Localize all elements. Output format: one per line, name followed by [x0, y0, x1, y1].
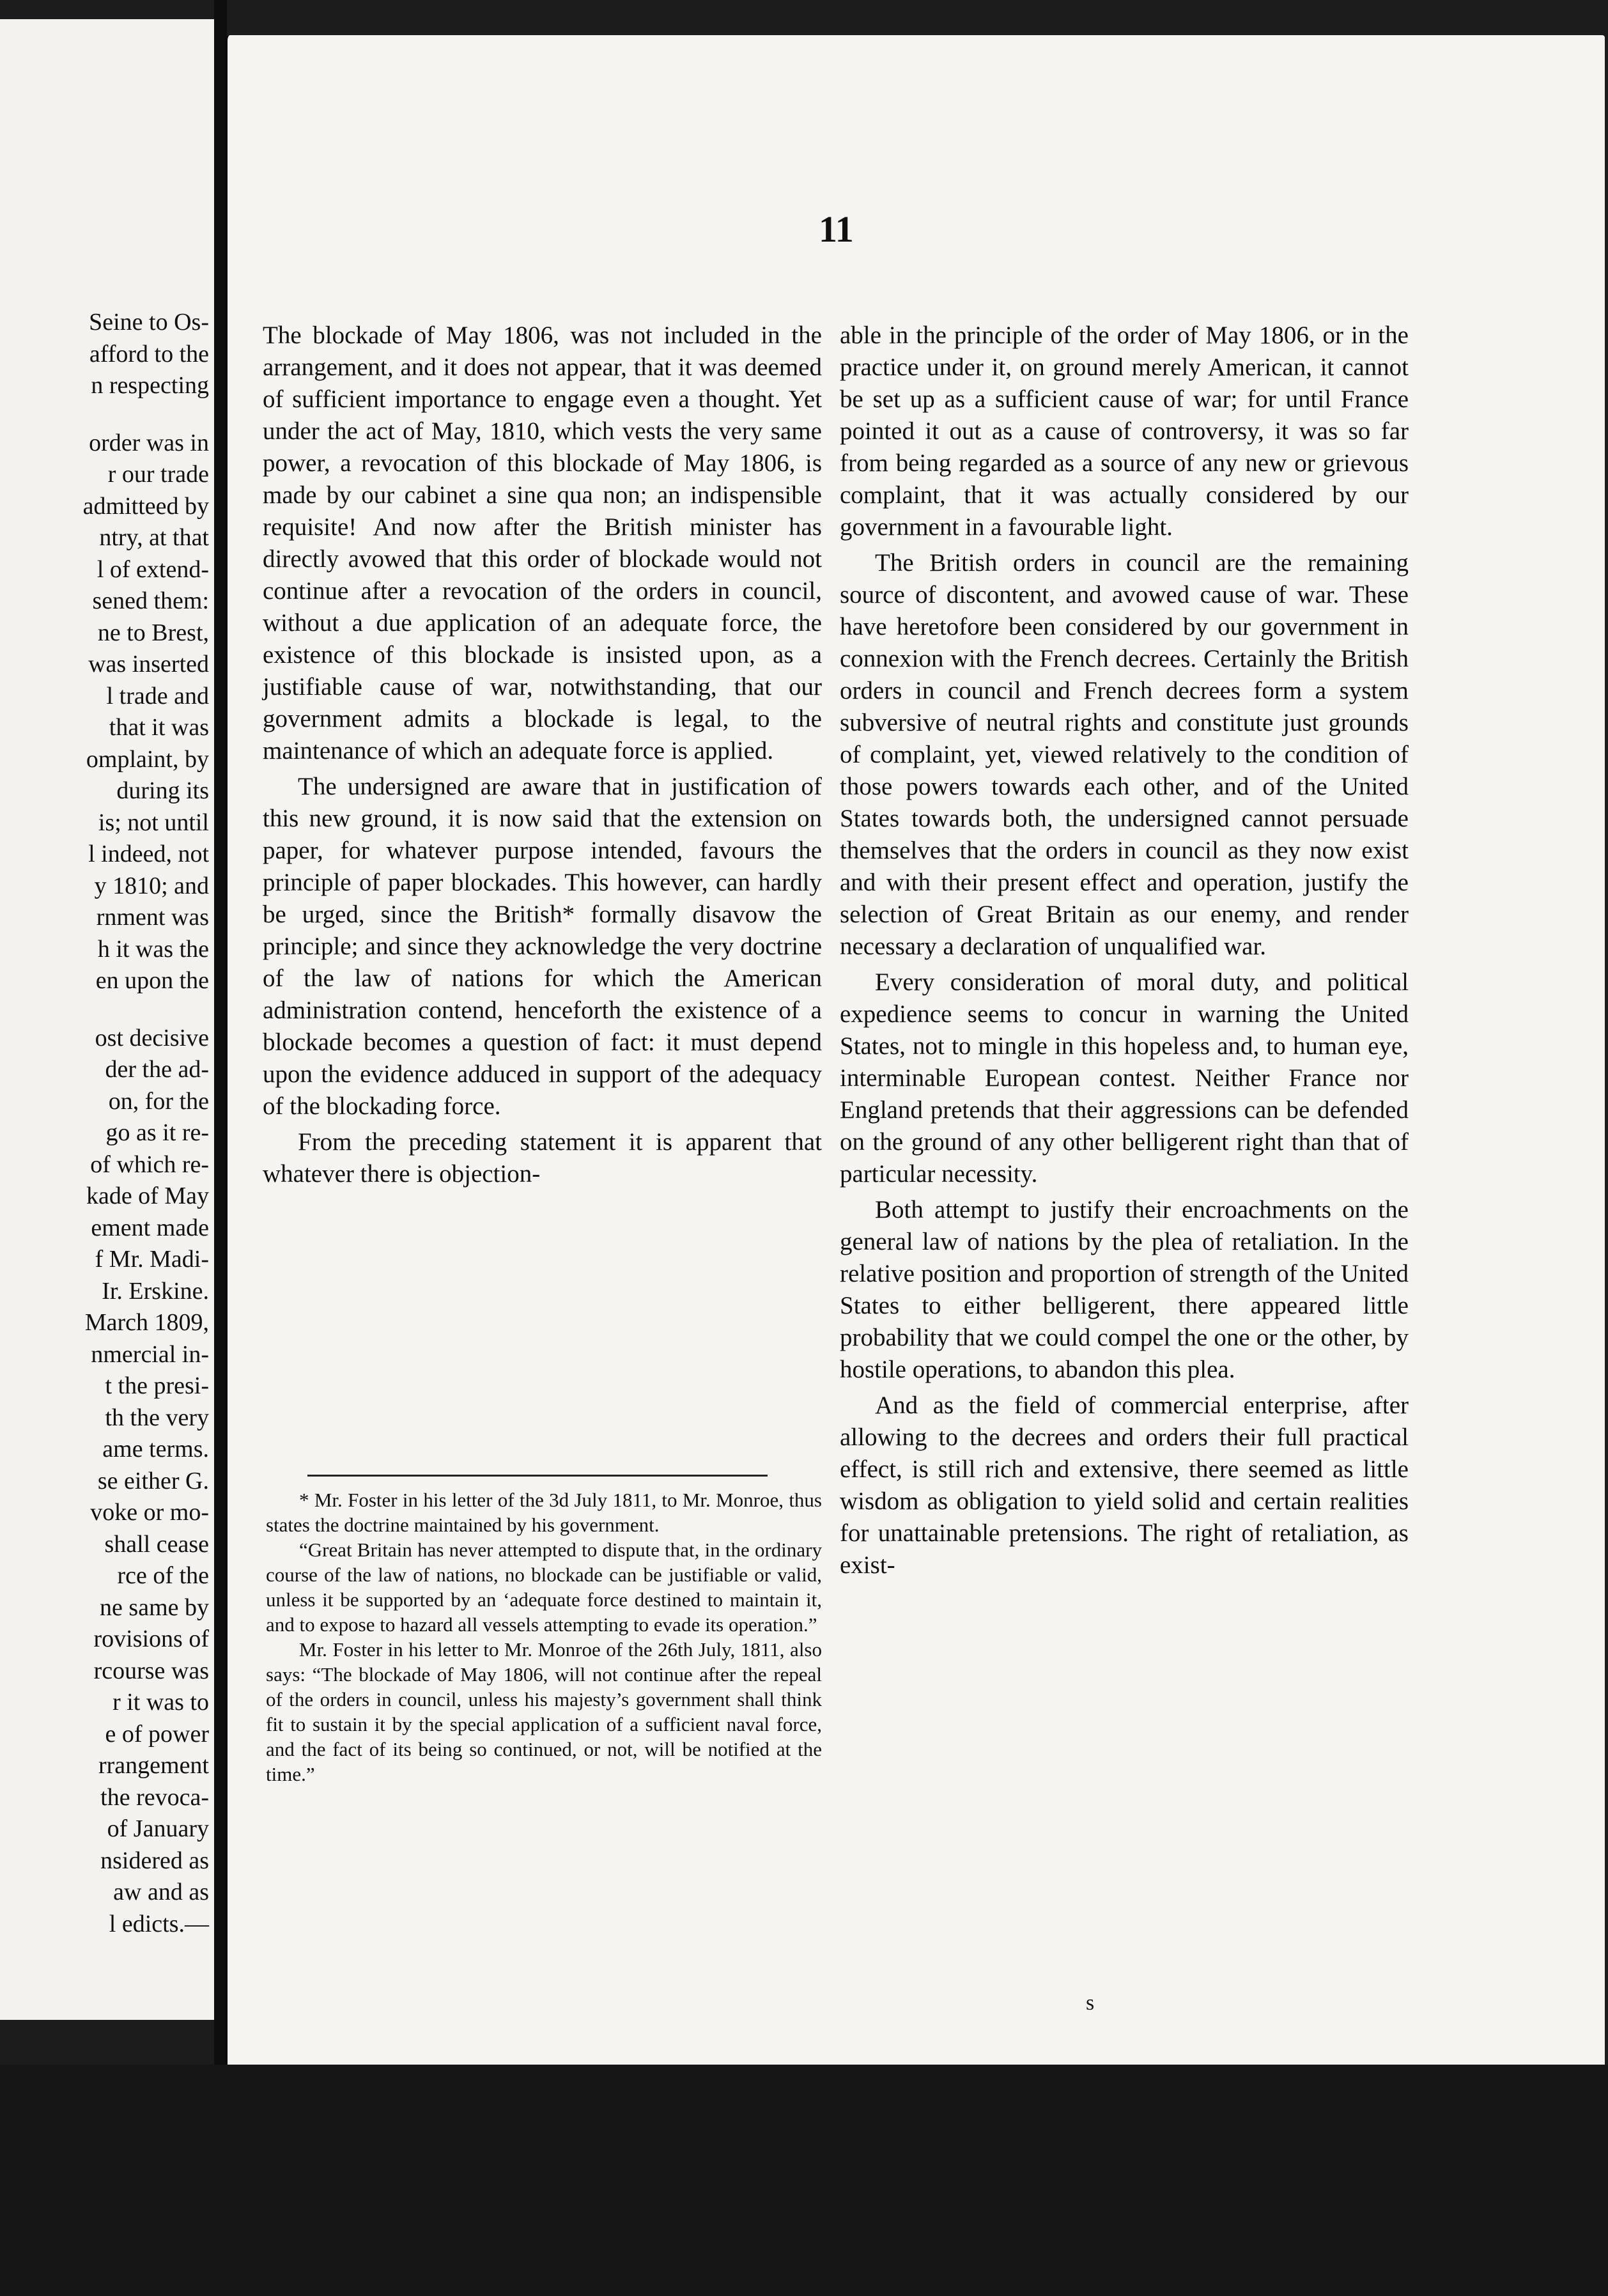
left-line: l of extend- [97, 555, 209, 583]
left-line: ne to Brest, [97, 619, 209, 646]
left-line: r it was to [112, 1689, 209, 1716]
left-line: y 1810; and [94, 872, 209, 899]
footnote-rule [307, 1475, 768, 1477]
left-line: the revoca- [100, 1783, 209, 1811]
left-gap [83, 402, 209, 428]
footnote: * Mr. Foster in his letter of the 3d July 1811, to Mr. Monroe, thus states the doctrine maintained by his government. [266, 1489, 822, 1536]
left-line: nsidered as [100, 1847, 209, 1874]
left-line: nmercial in- [91, 1340, 209, 1368]
previous-page-text [83, 307, 209, 1940]
page-number: 11 [819, 208, 854, 250]
text-column-left [263, 320, 822, 1190]
left-line: rovisions of [93, 1625, 209, 1652]
left-line: ntry, at that [99, 524, 209, 551]
text-column-right [840, 320, 1409, 1581]
left-line: Ir. Erskine. [102, 1277, 209, 1305]
left-line: sened them: [92, 587, 209, 614]
left-line: th the very [105, 1404, 209, 1431]
left-line: order was in [89, 429, 209, 456]
left-line: is; not until [98, 809, 209, 836]
scan-background [0, 2065, 1608, 2296]
footnote: Mr. Foster in his letter to Mr. Monroe of the 26th July, 1811, also says: “The blockade of May 1806, will not continue after the repeal of the orders in council, unless his majesty’s government shall think fit to sustain it by the special application of a sufficient naval force, and the fact of its being so continued, or not, will be notified at the time.” [266, 1638, 822, 1785]
paragraph: And as the field of commercial enterprise, after allowing to the decrees and orders their full practical effect, is still rich and extensive, there seemed as little wisdom as obligation to yield solid and certain realities for unattainable pretensions. The right of retaliation, as exist- [840, 1392, 1409, 1579]
left-line: r our trade [107, 461, 209, 488]
left-line: afford to the [89, 340, 209, 368]
left-line: rrangement [98, 1752, 209, 1779]
left-line: omplaint, by [86, 745, 209, 773]
left-line: during its [116, 777, 209, 804]
left-line: admitteed by [82, 492, 209, 520]
left-line: shall cease [104, 1530, 209, 1558]
footnote-quote: “Great Britain has never attempted to dispute that, in the ordinary course of the law of nations, no blockade can be justifiable or valid, unless it be supported by an ‘adequate force destined to maintain it, and to expose to hazard all vessels attempting to evade its operation.” [266, 1539, 822, 1636]
paragraph: able in the principle of the order of May 1806, or in the practice under it, on ground merely American, it cannot be set up as a sufficient cause of war; for until France pointed it out as a cause of controversy, it was so far from being regarded as a source of any new or grievous complaint, that it was actually considered by our government in a favourable light. [840, 322, 1409, 541]
left-line: of January [107, 1815, 209, 1842]
left-line: f Mr. Madi- [95, 1246, 209, 1273]
current-page [225, 35, 1605, 2065]
left-line: h it was the [97, 935, 209, 963]
left-line: l edicts.— [109, 1910, 209, 1937]
left-line: Seine to Os- [89, 309, 209, 336]
left-line: go as it re- [105, 1119, 209, 1146]
paragraph: The British orders in council are the remaining source of discontent, and avowed cause of war. These have heretofore been considered by our government in connexion with the French decrees. Certainly the British orders in council and French decrees form a system subversive of neutral rights and constitute just grounds of complaint, yet, viewed relatively to the condition of those powers towards each other, and of the United States towards both, the undersigned cannot persuade themselves that the orders in council as they now exist and with their present effect and operation, justify the selection of Great Britain as our enemy, and render necessary a declaration of unqualified war. [840, 549, 1409, 960]
left-line: kade of May [86, 1183, 209, 1209]
left-line: rnment was [96, 904, 209, 931]
signature-mark: s [1086, 1991, 1095, 2015]
left-line: ost decisive [95, 1024, 209, 1051]
left-line: n respecting [91, 372, 209, 399]
left-gap [83, 997, 209, 1023]
left-line: der the ad- [105, 1056, 209, 1083]
paragraph: From the preceding statement it is apparent that whatever there is objection- [263, 1128, 822, 1188]
left-line: on, for the [108, 1087, 209, 1115]
left-line: that it was [109, 714, 209, 741]
left-line: l trade and [106, 682, 209, 710]
previous-page-fragment [0, 19, 218, 2020]
left-line: ement made [91, 1214, 209, 1241]
left-line: se either G. [97, 1467, 209, 1494]
paragraph: The undersigned are aware that in justification of this new ground, it is now said that the extension on paper, for whatever purpose intended, favours the principle of paper blockades. This however, can hardly be urged, since the British* formally disavow the principle; and since they acknowledge the very doctrine of the law of nations for which the American administration contend, henceforth the existence of a blockade becomes a question of fact: it must depend upon the evidence adduced in support of the adequacy of the blockading force. [263, 773, 822, 1120]
left-line: rce of the [117, 1562, 209, 1589]
left-line: rcourse was [93, 1657, 209, 1684]
left-line: l indeed, not [88, 841, 209, 867]
paragraph: Every consideration of moral duty, and political expedience seems to concur in warning the United States, not to mingle in this hopeless and, to human eye, interminable European contest. Neither France nor England pretends that their aggressions can be defended on the ground of any other belligerent right than that of particular necessity. [840, 968, 1409, 1188]
left-line: March 1809, [84, 1309, 209, 1336]
left-line: aw and as [113, 1879, 209, 1905]
left-line: en upon the [95, 967, 209, 994]
footnotes [266, 1487, 822, 1787]
paragraph: Both attempt to justify their encroachments on the general law of nations by the plea of retaliation. In the relative position and proportion of strength of the United States to either belligerent, there appeared little probability that we could compel the one or the other, by hostile operations, to abandon this plea. [840, 1196, 1409, 1383]
paragraph: The blockade of May 1806, was not included in the arrangement, and it does not appear, that it was deemed of sufficient importance to engage even a thought. Yet under the act of May, 1810, which vests the very same power, a revocation of this blockade of May 1806, is made by our cabinet a sine qua non; an indispensible requisite! And now after the British minister has directly avowed that this order of blockade would not continue after a revocation of the orders in council, without a due application of an adequate force, the existence of this blockade is insisted upon, as a justifiable cause of war, notwithstanding, that our government admits a blockade is legal, to the maintenance of which an adequate force is applied. [263, 322, 822, 764]
left-line: ne same by [100, 1594, 209, 1621]
left-line: of which re- [90, 1151, 209, 1178]
left-line: voke or mo- [90, 1499, 209, 1526]
left-line: was inserted [88, 651, 209, 678]
left-line: e of power [105, 1720, 209, 1748]
left-line: t the presi- [105, 1372, 209, 1399]
left-line: ame terms. [102, 1436, 209, 1462]
